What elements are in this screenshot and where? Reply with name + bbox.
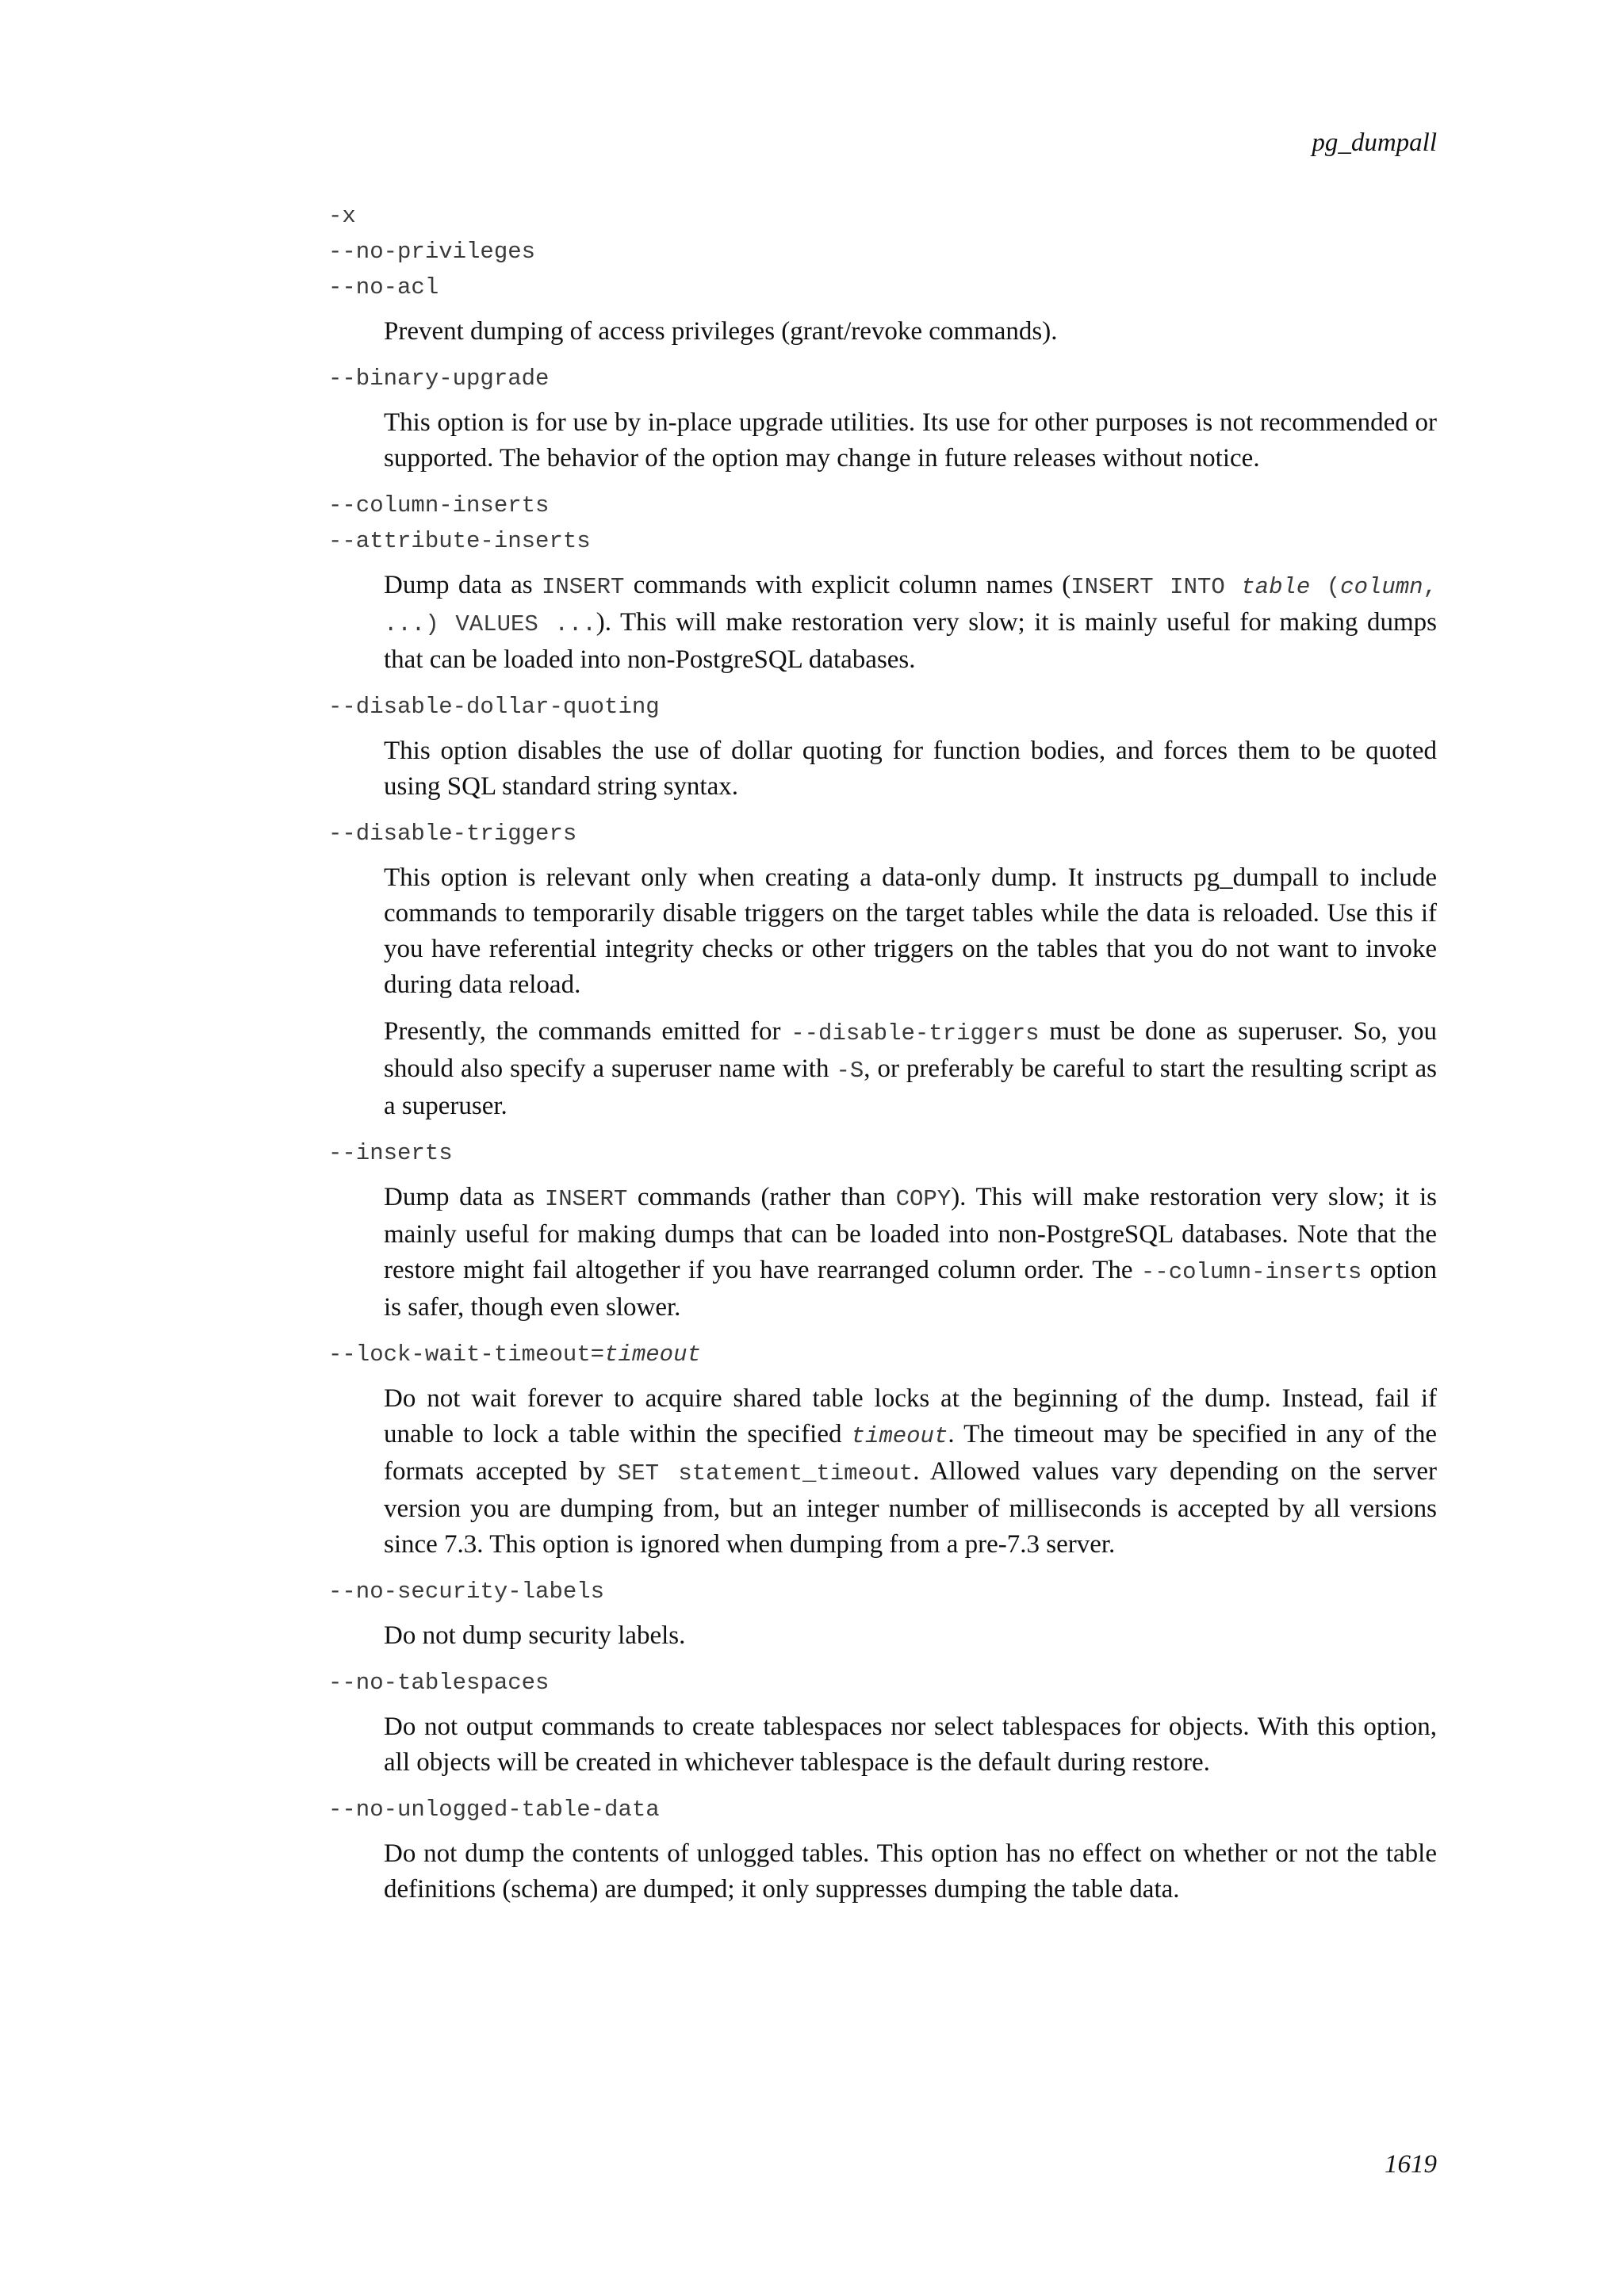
text-run: option is safer, though even slower. xyxy=(384,1256,1437,1322)
option-terms xyxy=(328,1574,1437,1609)
option-entry xyxy=(328,1792,1437,1908)
option-term xyxy=(328,488,1437,523)
description-paragraph xyxy=(384,568,1437,678)
text-run: Dump data as xyxy=(384,1183,545,1211)
option-entry xyxy=(328,1337,1437,1563)
option-entry xyxy=(328,689,1437,805)
inline-code: INSERT INTO xyxy=(1071,574,1242,600)
inline-code: COPY xyxy=(895,1186,952,1212)
option-terms xyxy=(328,1792,1437,1827)
option-flag: --lock-wait-timeout= xyxy=(328,1341,605,1368)
option-description xyxy=(384,860,1437,1124)
text-run: This option is for use by in-place upgrade utilities. Its use for other purposes is not recommended or supported. The behavior of the option may change in future releases without notice. xyxy=(384,408,1437,473)
text-run: . The timeout may be specified in any of the formats accepted by xyxy=(384,1420,1437,1486)
option-terms xyxy=(328,689,1437,725)
inline-code-placeholder: column xyxy=(1340,574,1423,600)
running-header: pg_dumpall xyxy=(1312,128,1437,157)
inline-code: -S xyxy=(836,1058,864,1084)
text-run: must be done as superuser. So, you should also specify a superuser name with xyxy=(384,1017,1437,1083)
option-description xyxy=(384,1618,1437,1654)
description-paragraph xyxy=(384,733,1437,805)
option-terms xyxy=(328,488,1437,559)
description-paragraph xyxy=(384,1014,1437,1124)
option-term xyxy=(328,523,1437,559)
option-description xyxy=(384,1709,1437,1781)
inline-code-placeholder: timeout xyxy=(851,1423,948,1449)
option-term xyxy=(328,1337,1437,1372)
inline-code-placeholder: table xyxy=(1241,574,1311,600)
text-run: Prevent dumping of access privileges (grant/revoke commands). xyxy=(384,317,1058,346)
text-run: This option disables the use of dollar quoting for function bodies, and forces them to be quoted using SQL standard string syntax. xyxy=(384,737,1437,801)
option-term xyxy=(328,270,1437,305)
option-entry xyxy=(328,1574,1437,1654)
description-paragraph xyxy=(384,1381,1437,1563)
option-flag: --column-inserts xyxy=(328,492,550,519)
option-flag: --no-tablespaces xyxy=(328,1670,550,1696)
option-description xyxy=(384,1836,1437,1908)
description-paragraph xyxy=(384,405,1437,476)
description-paragraph xyxy=(384,1180,1437,1326)
option-flag: --attribute-inserts xyxy=(328,528,591,554)
text-run: Do not dump security labels. xyxy=(384,1621,686,1650)
text-run: Do not wait forever to acquire shared table locks at the beginning of the dump. Instead, fail if unable to lock a table within the specified xyxy=(384,1384,1437,1448)
text-run: , or preferably be careful to start the resulting script as a superuser. xyxy=(384,1054,1438,1120)
option-term xyxy=(328,689,1437,725)
option-flag: --disable-triggers xyxy=(328,821,577,847)
description-paragraph xyxy=(384,1709,1437,1781)
description-paragraph xyxy=(384,1618,1437,1654)
inline-code: SET statement_timeout xyxy=(617,1460,914,1487)
description-paragraph xyxy=(384,860,1437,1003)
option-description xyxy=(384,1381,1437,1563)
inline-code: --column-inserts xyxy=(1140,1259,1362,1285)
option-flag: --disable-dollar-quoting xyxy=(328,694,660,720)
text-run: Dump data as xyxy=(384,571,542,599)
option-term xyxy=(328,1792,1437,1827)
inline-code: , ...) VALUES ... xyxy=(384,574,1437,637)
description-paragraph xyxy=(384,314,1437,350)
option-flag: --no-unlogged-table-data xyxy=(328,1797,660,1823)
inline-code: INSERT xyxy=(541,574,625,600)
option-argument: timeout xyxy=(604,1341,701,1368)
option-entry xyxy=(328,361,1437,476)
text-run: Do not output commands to create tablespaces nor select tablespaces for objects. With this option, all objects will be created in whichever tablespace is the default during restore. xyxy=(384,1712,1437,1777)
option-term xyxy=(328,1135,1437,1171)
option-term xyxy=(328,1665,1437,1701)
option-term xyxy=(328,1574,1437,1609)
text-run: Presently, the commands emitted for xyxy=(384,1017,791,1046)
option-flag: -x xyxy=(328,203,356,229)
option-list xyxy=(328,198,1437,1919)
option-flag: --no-acl xyxy=(328,274,439,300)
text-run: ). This will make restoration very slow; it is mainly useful for making dumps that can be loaded into non-PostgreSQL databases. Note that the restore might fail altogether if you have rearranged column order. The xyxy=(384,1183,1438,1284)
option-entry xyxy=(328,198,1437,350)
inline-code: --disable-triggers xyxy=(791,1020,1040,1047)
text-run: Do not dump the contents of unlogged tables. This option has no effect on whether or not the table definitions (schema) are dumped; it only suppresses dumping the table data. xyxy=(384,1839,1437,1904)
option-flag: --no-security-labels xyxy=(328,1578,605,1605)
inline-code: INSERT xyxy=(544,1186,628,1212)
text-run: commands (rather than xyxy=(627,1183,896,1211)
option-entry xyxy=(328,1665,1437,1781)
option-flag: --binary-upgrade xyxy=(328,365,550,392)
option-terms xyxy=(328,816,1437,851)
option-description xyxy=(384,568,1437,678)
option-terms xyxy=(328,361,1437,396)
option-term xyxy=(328,816,1437,851)
option-terms xyxy=(328,1337,1437,1372)
page-number: 1619 xyxy=(1385,2150,1437,2179)
option-entry xyxy=(328,816,1437,1124)
option-entry xyxy=(328,488,1437,678)
inline-code: ( xyxy=(1310,574,1341,600)
option-flag: --no-privileges xyxy=(328,239,536,265)
text-run: . Allowed values vary depending on the server version you are dumping from, but an integer number of milliseconds is accepted by all versions since 7.3. This option is ignored when dumping from a pre-7.3 server. xyxy=(384,1457,1437,1559)
option-description xyxy=(384,405,1437,476)
option-terms xyxy=(328,198,1437,305)
text-run: ). This will make restoration very slow; it is mainly useful for making dumps that can be loaded into non-PostgreSQL databases. xyxy=(384,608,1438,674)
option-entry xyxy=(328,1135,1437,1326)
option-flag: --inserts xyxy=(328,1140,453,1166)
option-term xyxy=(328,198,1437,234)
option-terms xyxy=(328,1665,1437,1701)
option-description xyxy=(384,733,1437,805)
text-run: commands with explicit column names ( xyxy=(624,571,1071,599)
description-paragraph xyxy=(384,1836,1437,1908)
text-run: This option is relevant only when creating a data-only dump. It instructs pg_dumpall to include commands to temporarily disable triggers on the target tables while the data is reloaded. Use this if you have referential integrity checks or other triggers on the tables that you do not want to invoke during data reload. xyxy=(384,863,1437,999)
option-terms xyxy=(328,1135,1437,1171)
option-description xyxy=(384,314,1437,350)
option-term xyxy=(328,361,1437,396)
option-description xyxy=(384,1180,1437,1326)
option-term xyxy=(328,234,1437,270)
